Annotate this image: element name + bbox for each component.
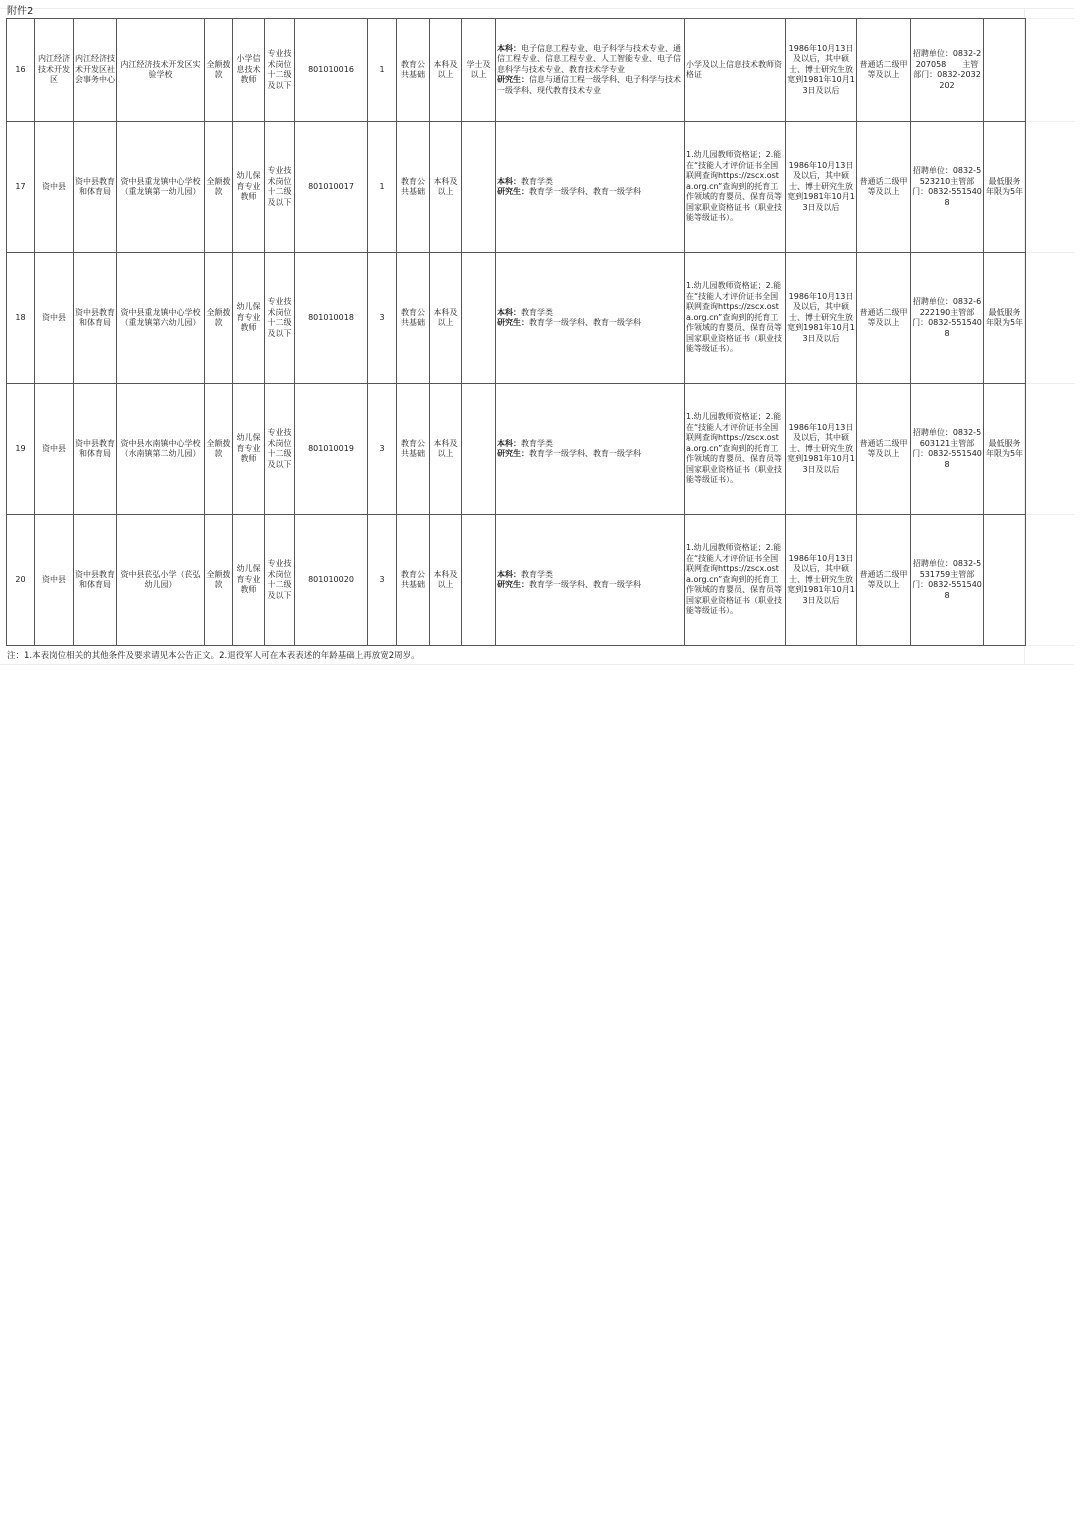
department-cell: 资中县教育和体育局 bbox=[74, 122, 117, 253]
education-cell: 本科及以上 bbox=[430, 253, 462, 384]
mandarin-cell: 普通话二级甲等及以上 bbox=[857, 253, 911, 384]
position-code-cell: 801010018 bbox=[295, 253, 368, 384]
remark-cell bbox=[984, 19, 1026, 122]
degree-cell bbox=[462, 384, 496, 515]
major-undergrad-text: 电子信息工程专业、电子科学与技术专业、通信工程专业、信息工程专业、人工智能专业、电子信息科学与技术专业、教育技术学专业 bbox=[497, 43, 681, 74]
position-cell: 幼儿保育专业教师 bbox=[233, 384, 265, 515]
post-category-cell: 专业技术岗位十二级及以下 bbox=[265, 384, 295, 515]
position-code-cell: 801010019 bbox=[295, 384, 368, 515]
degree-cell bbox=[462, 515, 496, 646]
row-number-cell: 17 bbox=[7, 122, 35, 253]
hire-count-cell: 3 bbox=[368, 253, 397, 384]
contact-cell: 招聘单位：0832-5603121主管部门：0832-5515408 bbox=[911, 384, 984, 515]
major-undergrad-label: 本科： bbox=[497, 307, 521, 317]
funding-cell: 全额拨款 bbox=[205, 384, 233, 515]
major-undergrad-label: 本科： bbox=[497, 43, 521, 53]
degree-cell: 学士及以上 bbox=[462, 19, 496, 122]
education-cell: 本科及以上 bbox=[430, 384, 462, 515]
region-cell: 资中县 bbox=[35, 253, 74, 384]
position-code-cell: 801010020 bbox=[295, 515, 368, 646]
major-cell bbox=[496, 253, 685, 384]
funding-cell: 全额拨款 bbox=[205, 253, 233, 384]
row-number-cell: 18 bbox=[7, 253, 35, 384]
degree-cell bbox=[462, 253, 496, 384]
major-postgrad-text: 教育学一级学科、教育一级学科 bbox=[529, 187, 641, 196]
table-row bbox=[7, 253, 1026, 384]
contact-cell: 招聘单位：0832-5531759主管部门：0832-5515408 bbox=[911, 515, 984, 646]
recruitment-table bbox=[6, 18, 1026, 646]
age-cell: 1986年10月13日及以后，其中硕士、博士研究生放宽到1981年10月13日及以后 bbox=[786, 253, 857, 384]
mandarin-cell: 普通话二级甲等及以上 bbox=[857, 515, 911, 646]
education-cell: 本科及以上 bbox=[430, 515, 462, 646]
age-cell: 1986年10月13日及以后，其中硕士、博士研究生放宽到1981年10月13日及以后 bbox=[786, 19, 857, 122]
sheet-gridline bbox=[1025, 514, 1075, 515]
post-category-cell: 专业技术岗位十二级及以下 bbox=[265, 253, 295, 384]
region-cell: 内江经济技术开发区 bbox=[35, 19, 74, 122]
contact-cell: 招聘单位：0832-5523210主管部门：0832-5515408 bbox=[911, 122, 984, 253]
position-cell: 小学信息技术教师 bbox=[233, 19, 265, 122]
attachment-label: 附件2 bbox=[7, 6, 34, 17]
sheet-gridline bbox=[1025, 383, 1075, 384]
funding-cell: 全额拨款 bbox=[205, 19, 233, 122]
exam-subject-cell: 教育公共基础 bbox=[397, 253, 430, 384]
major-undergrad-text: 教育学类 bbox=[521, 176, 553, 186]
remark-cell: 最低服务年限为5年 bbox=[984, 384, 1026, 515]
table-row bbox=[7, 515, 1026, 646]
hire-count-cell: 3 bbox=[368, 384, 397, 515]
sheet-gridline bbox=[0, 664, 1074, 665]
sheet-gridline bbox=[1025, 645, 1075, 646]
region-cell: 资中县 bbox=[35, 122, 74, 253]
region-cell: 资中县 bbox=[35, 515, 74, 646]
major-postgrad-label: 研究生： bbox=[497, 449, 529, 458]
hiring-unit-cell: 资中县重龙镇中心学校（重龙镇第六幼儿园） bbox=[117, 253, 205, 384]
funding-cell: 全额拨款 bbox=[205, 515, 233, 646]
department-cell: 内江经济技术开发区社会事务中心 bbox=[74, 19, 117, 122]
department-cell: 资中县教育和体育局 bbox=[74, 253, 117, 384]
department-cell: 资中县教育和体育局 bbox=[74, 515, 117, 646]
remark-cell: 最低服务年限为5年 bbox=[984, 253, 1026, 384]
contact-cell: 招聘单位：0832-2207058 主管部门：0832-2032202 bbox=[911, 19, 984, 122]
major-postgrad-text: 教育学一级学科、教育一级学科 bbox=[529, 318, 641, 327]
table-body bbox=[7, 19, 1026, 646]
remark-cell bbox=[984, 515, 1026, 646]
position-cell: 幼儿保育专业教师 bbox=[233, 253, 265, 384]
sheet-gridline-area bbox=[1024, 8, 1075, 664]
exam-subject-cell: 教育公共基础 bbox=[397, 19, 430, 122]
exam-subject-cell: 教育公共基础 bbox=[397, 515, 430, 646]
major-postgrad-label: 研究生： bbox=[497, 580, 529, 589]
position-code-cell: 801010017 bbox=[295, 122, 368, 253]
sheet-gridline bbox=[0, 8, 1074, 9]
major-postgrad-text: 教育学一级学科、教育一级学科 bbox=[529, 449, 641, 458]
mandarin-cell: 普通话二级甲等及以上 bbox=[857, 384, 911, 515]
exam-subject-cell: 教育公共基础 bbox=[397, 122, 430, 253]
other-requirements-cell: 1.幼儿园教师资格证；2.能在“技能人才评价证书全国联网查询https://zscx.osta.org.cn”查询到的托育工作领域的育婴员、保育员等国家职业资格证书（职业技能等级证书）。 bbox=[685, 122, 786, 253]
row-number-cell: 20 bbox=[7, 515, 35, 646]
remark-cell: 最低服务年限为5年 bbox=[984, 122, 1026, 253]
major-undergrad-text: 教育学类 bbox=[521, 438, 553, 448]
sheet-gridline bbox=[1025, 18, 1075, 19]
row-number-cell: 19 bbox=[7, 384, 35, 515]
major-undergrad-text: 教育学类 bbox=[521, 307, 553, 317]
footnote: 注：1.本表岗位相关的其他条件及要求请见本公告正文。2.退役军人可在本表表述的年龄基础上再放宽2周岁。 bbox=[7, 651, 420, 661]
contact-cell: 招聘单位：0832-6222190主管部门：0832-5515408 bbox=[911, 253, 984, 384]
mandarin-cell: 普通话二级甲等及以上 bbox=[857, 122, 911, 253]
post-category-cell: 专业技术岗位十二级及以下 bbox=[265, 122, 295, 253]
department-cell: 资中县教育和体育局 bbox=[74, 384, 117, 515]
sheet-gridline bbox=[1025, 121, 1075, 122]
table-row bbox=[7, 19, 1026, 122]
education-cell: 本科及以上 bbox=[430, 122, 462, 253]
mandarin-cell: 普通话二级甲等及以上 bbox=[857, 19, 911, 122]
major-cell bbox=[496, 384, 685, 515]
hire-count-cell: 3 bbox=[368, 515, 397, 646]
major-postgrad-label: 研究生： bbox=[497, 75, 529, 85]
education-cell: 本科及以上 bbox=[430, 19, 462, 122]
post-category-cell: 专业技术岗位十二级及以下 bbox=[265, 515, 295, 646]
other-requirements-cell: 1.幼儿园教师资格证；2.能在“技能人才评价证书全国联网查询https://zscx.osta.org.cn”查询到的托育工作领域的育婴员、保育员等国家职业资格证书（职业技能等级证书）。 bbox=[685, 384, 786, 515]
major-cell bbox=[496, 19, 685, 122]
major-cell bbox=[496, 122, 685, 253]
position-cell: 幼儿保育专业教师 bbox=[233, 515, 265, 646]
hiring-unit-cell: 内江经济技术开发区实验学校 bbox=[117, 19, 205, 122]
table-row bbox=[7, 122, 1026, 253]
major-undergrad-label: 本科： bbox=[497, 569, 521, 579]
major-undergrad-label: 本科： bbox=[497, 176, 521, 186]
major-postgrad-label: 研究生： bbox=[497, 318, 529, 327]
other-requirements-cell: 1.幼儿园教师资格证；2.能在“技能人才评价证书全国联网查询https://zscx.osta.org.cn”查询到的托育工作领域的育婴员、保育员等国家职业资格证书（职业技能等级证书）。 bbox=[685, 515, 786, 646]
region-cell: 资中县 bbox=[35, 384, 74, 515]
hiring-unit-cell: 资中县重龙镇中心学校（重龙镇第一幼儿园） bbox=[117, 122, 205, 253]
hire-count-cell: 1 bbox=[368, 122, 397, 253]
major-postgrad-label: 研究生： bbox=[497, 187, 529, 196]
major-undergrad-text: 教育学类 bbox=[521, 569, 553, 579]
major-cell bbox=[496, 515, 685, 646]
age-cell: 1986年10月13日及以后，其中硕士、博士研究生放宽到1981年10月13日及以后 bbox=[786, 122, 857, 253]
row-number-cell: 16 bbox=[7, 19, 35, 122]
hiring-unit-cell: 资中县苌弘小学（苌弘幼儿园） bbox=[117, 515, 205, 646]
post-category-cell: 专业技术岗位十二级及以下 bbox=[265, 19, 295, 122]
major-undergrad-label: 本科： bbox=[497, 438, 521, 448]
age-cell: 1986年10月13日及以后，其中硕士、博士研究生放宽到1981年10月13日及以后 bbox=[786, 384, 857, 515]
hiring-unit-cell: 资中县水南镇中心学校（水南镇第二幼儿园） bbox=[117, 384, 205, 515]
sheet-gridline bbox=[1025, 252, 1075, 253]
exam-subject-cell: 教育公共基础 bbox=[397, 384, 430, 515]
other-requirements-cell: 小学及以上信息技术教师资格证 bbox=[685, 19, 786, 122]
funding-cell: 全额拨款 bbox=[205, 122, 233, 253]
table-row bbox=[7, 384, 1026, 515]
position-code-cell: 801010016 bbox=[295, 19, 368, 122]
major-postgrad-text: 教育学一级学科、教育一级学科 bbox=[529, 580, 641, 589]
degree-cell bbox=[462, 122, 496, 253]
hire-count-cell: 1 bbox=[368, 19, 397, 122]
major-postgrad-text: 信息与通信工程一级学科、电子科学与技术一级学科、现代教育技术专业 bbox=[497, 75, 681, 95]
other-requirements-cell: 1.幼儿园教师资格证；2.能在“技能人才评价证书全国联网查询https://zscx.osta.org.cn”查询到的托育工作领域的育婴员、保育员等国家职业资格证书（职业技能等级证书）。 bbox=[685, 253, 786, 384]
position-cell: 幼儿保育专业教师 bbox=[233, 122, 265, 253]
age-cell: 1986年10月13日及以后，其中硕士、博士研究生放宽到1981年10月13日及以后 bbox=[786, 515, 857, 646]
